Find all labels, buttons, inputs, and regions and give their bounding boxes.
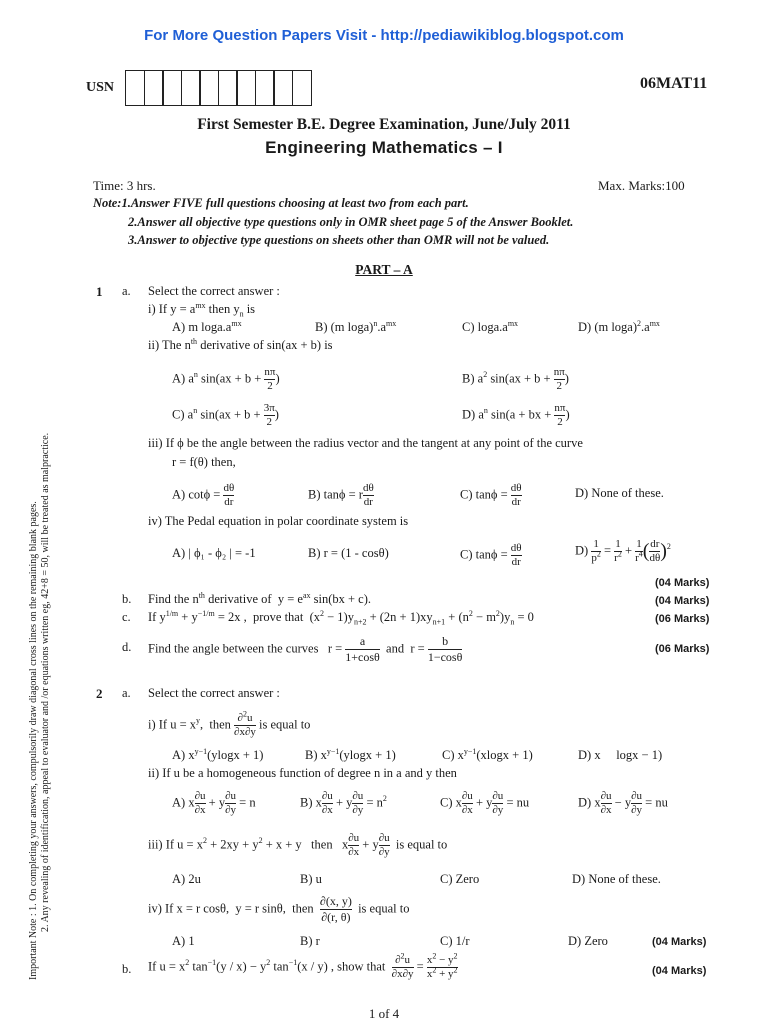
- q1a-ii-option-d: D) $a^n$ sin(a + bx + $\frac{n\pi}{2}$ ): [462, 402, 570, 428]
- usn-digit-box: [236, 70, 256, 106]
- q1a-iv-option-a: A) | ϕ₁ - ϕ₂ | = -1: [172, 546, 256, 560]
- q1a-iv-option-d: D) $\frac{1}{p^2}$ = $\frac{1}{r^2}$ + $\frac{1}{r^4}$ ( $\frac{dr}{d\theta}$ )$^2$: [575, 538, 671, 564]
- exam-title: First Semester B.E. Degree Examination, June/July 2011: [197, 116, 571, 133]
- q2a-marks: (04 Marks): [652, 936, 707, 948]
- q2a-iv-option-d: D) Zero: [568, 934, 608, 948]
- usn-digit-box: [144, 70, 164, 106]
- q2b-marks: (04 Marks): [652, 965, 707, 977]
- q1d-text: Find the angle between the curves r = $\frac{a}{1+\cos\theta}$ and r = $\frac{b}{1-\cos\theta}$: [148, 634, 463, 664]
- page-number: 1 of 4: [368, 1006, 400, 1021]
- q1a-ii-option-c: C) $a^n$ sin(ax + b + $\frac{3\pi}{2}$ ): [172, 402, 279, 428]
- q1a-iii-option-a: A) cotϕ = $\frac{d\theta}{dr}$: [172, 482, 235, 508]
- q2a-i-option-a: A) $x^{y-1}(ylogx + 1)$: [172, 746, 264, 762]
- q2a-i-question: i) If $u = x^y$, then $\frac{\partial^2u}{\partial x\partial y}$ is equal to: [148, 709, 311, 738]
- q2a-i-option-d: D) x logx − 1): [578, 748, 663, 762]
- q2a-iii-option-b: B) u: [300, 872, 322, 886]
- q1a-i-option-a: A) m $\log a.a^{mx}$: [172, 318, 242, 334]
- important-note-line-1: Important Note : 1. On completing your answers, compulsorily draw diagonal cross lines on the remaining blank pages.: [28, 501, 39, 980]
- q2a-label: a.: [122, 686, 131, 700]
- question-1-number: 1: [96, 284, 103, 299]
- q1d-marks: (06 Marks): [655, 643, 710, 655]
- q1a-iii-question-line1: iii) If ϕ be the angle between the radius vector and the tangent at any point of the curve: [148, 436, 583, 450]
- q2b-text: If $u = x^2$ $\tan^{-1}(y / x) - y^2$ $\tan^{-1}(x / y)$ , show that $\frac{\partial^2u}{\partial x\partial y}$ = $\frac{x^2 - y^2}{x^2 + y^2}$: [148, 951, 458, 980]
- q2a-ii-option-a: A) x $\frac{\partial u}{\partial x}$ + y $\frac{\partial u}{\partial y}$ = n: [172, 790, 256, 816]
- q1a-i-question: i) If $y = a^{mx}$ then $y_n$ is: [148, 300, 256, 319]
- q1b-marks: (04 Marks): [655, 595, 710, 607]
- q1b-label: b.: [122, 592, 132, 606]
- note-2: 2.Answer all objective type questions only in OMR sheet page 5 of the Answer Booklet.: [128, 215, 574, 229]
- q1a-iii-option-c: C) tanϕ = $\frac{d\theta}{dr}$: [460, 482, 522, 508]
- question-2-number: 2: [96, 686, 103, 701]
- usn-digit-box: [292, 70, 312, 106]
- important-note-vertical: [28, 433, 52, 980]
- usn-digit-box: [255, 70, 275, 106]
- important-note-line-2: 2. Any revealing of identification, appeal to evaluator and /or equations written eg, 42+8 = 50, will be treated as malpractice.: [40, 432, 51, 932]
- usn-digit-box: [181, 70, 201, 106]
- q1a-iv-option-c: C) tanϕ = $\frac{d\theta}{dr}$: [460, 542, 522, 568]
- q1a-label: a.: [122, 284, 131, 298]
- q2a-i-option-b: B) $x^{y-1}(ylogx + 1)$: [305, 746, 396, 762]
- usn-digit-box: [125, 70, 145, 106]
- subject-code: 06MAT11: [640, 75, 708, 92]
- max-marks: Max. Marks:100: [598, 178, 685, 193]
- q2a-iv-option-a: A) 1: [172, 934, 195, 948]
- time-duration: Time: 3 hrs.: [93, 178, 156, 193]
- q1a-iii-option-d: D) None of these.: [575, 486, 664, 500]
- q1a-iii-question-line2: r = f(θ) then,: [172, 455, 236, 469]
- q1c-text: If $y^{1/m} + y^{-1/m} = 2x$ , prove that $(x^2 - 1)y_{n+2} + (2n + 1)xy_{n+1} + (n^2 - m^2)y_n = 0$: [148, 608, 534, 627]
- note-3: 3.Answer to objective type questions on sheets other than OMR will not be valued.: [128, 233, 550, 247]
- q2a-ii-option-d: D) x $\frac{\partial u}{\partial x}$ − y $\frac{\partial u}{\partial y}$ = nu: [578, 790, 668, 816]
- q2a-ii-option-c: C) x $\frac{\partial u}{\partial x}$ + y $\frac{\partial u}{\partial y}$ = nu: [440, 790, 530, 816]
- q1a-i-option-c: C) $\log a.a^{mx}$: [462, 318, 519, 334]
- q2a-iii-question: iii) If $u = x^2 + 2xy + y^2 + x + y$ then x $\frac{\partial u}{\partial x}$ + y $\frac{\partial u}{\partial y}$ is equal to: [148, 832, 448, 858]
- q1a-text: Select the correct answer :: [148, 284, 280, 298]
- q2a-iii-option-a: A) 2u: [172, 872, 201, 886]
- q1a-iv-option-b: B) r = (1 - cosθ): [308, 546, 389, 560]
- q1a-ii-option-b: B) $a^2$ sin(ax + b + $\frac{n\pi}{2}$ ): [462, 366, 569, 392]
- usn-digit-box: [218, 70, 238, 106]
- q1a-i-option-b: B) (m $\log a)^n.a^{mx}$: [315, 318, 397, 334]
- q1a-iii-option-b: B) tanϕ = r $\frac{d\theta}{dr}$: [308, 482, 374, 508]
- q2a-i-option-c: C) $x^{y-1}(xlogx + 1)$: [442, 746, 533, 762]
- note-1: Note:1.Answer FIVE full questions choosing at least two from each part.: [93, 196, 469, 210]
- q1a-i-option-d: D) (m $\log a)^2.a^{mx}$: [578, 318, 660, 334]
- q1a-iv-question: iv) The Pedal equation in polar coordinate system is: [148, 514, 409, 528]
- usn-boxes: [125, 70, 310, 106]
- q2a-iv-option-c: C) 1/r: [440, 934, 470, 948]
- q1a-ii-option-a: A) $a^n$ sin(ax + b + $\frac{n\pi}{2}$ ): [172, 366, 280, 392]
- source-banner: For More Question Papers Visit - http://pediawikiblog.blogspot.com: [144, 27, 624, 44]
- q1c-label: c.: [122, 610, 131, 624]
- usn-digit-box: [273, 70, 293, 106]
- q2a-text: Select the correct answer :: [148, 686, 280, 700]
- q1a-ii-question: ii) The $n^{th}$ derivative of sin(ax + b) is: [148, 336, 333, 352]
- q1d-label: d.: [122, 640, 132, 654]
- q1b-text: Find the $n^{th}$ derivative of $y = e^{ax}$ sin(bx + c).: [148, 590, 372, 606]
- q2a-ii-option-b: B) x $\frac{\partial u}{\partial x}$ + y $\frac{\partial u}{\partial y}$ = $n^2$: [300, 790, 387, 816]
- q2b-label: b.: [122, 962, 132, 976]
- q1a-marks: (04 Marks): [655, 577, 710, 589]
- q2a-iii-option-d: D) None of these.: [572, 872, 661, 886]
- usn-digit-box: [162, 70, 182, 106]
- subject-title: Engineering Mathematics – I: [265, 138, 503, 157]
- usn-label: USN: [86, 80, 115, 95]
- usn-digit-box: [199, 70, 219, 106]
- q1c-marks: (06 Marks): [655, 613, 710, 625]
- q2a-iv-option-b: B) r: [300, 934, 320, 948]
- part-a-heading: PART – A: [355, 262, 413, 277]
- q2a-iii-option-c: C) Zero: [440, 872, 480, 886]
- q2a-ii-question: ii) If u be a homogeneous function of degree n in a and y then: [148, 766, 457, 780]
- q2a-iv-question: iv) If x = r cosθ, y = r sinθ, then $\frac{\partial(x, y)}{\partial(r, \theta)}$ is equal to: [148, 894, 410, 924]
